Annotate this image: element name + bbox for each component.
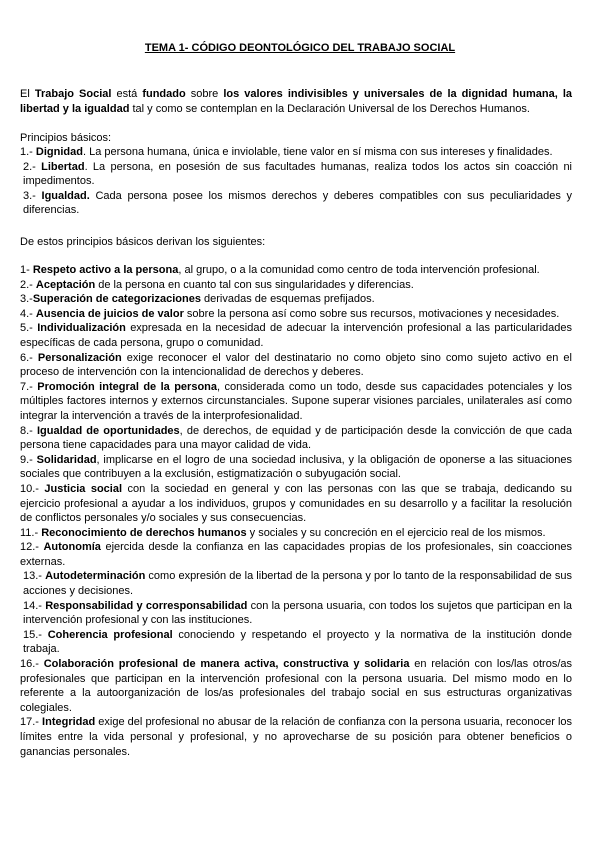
principles-heading: Principios básicos: (20, 132, 112, 144)
derived-text: exige del profesional no abusar de la relación de confianza con la persona usuaria, reconocer los límites entre la vida personal y profesional, y no aprovecharse de su posición para obtener beneficios o ganancias personales. (20, 716, 573, 758)
derived-item (20, 569, 572, 598)
derived-term: Ausencia de juicios de valor (35, 307, 184, 320)
principle-number: 3.- (23, 189, 42, 202)
derived-text: como expresión de la libertad de la persona y por lo tanto de la responsabilidad de sus acciones y decisiones. (23, 570, 572, 598)
derived-number: 7.- (20, 380, 38, 393)
intro-text: tal y como se contemplan en la Declaración Universal de los Derechos Humanos. (129, 102, 530, 115)
derived-text: , de derechos, de equidad y de participación desde la convicción de que cada persona tiene capacidades para una mayor calidad de vida. (20, 424, 572, 452)
intro-bold: los valores indivisibles y universales de la dignidad humana, la libertad y la igualdad (20, 88, 572, 115)
derived-item (20, 453, 572, 482)
derived-term: Promoción integral de la persona (37, 380, 217, 393)
derived-item (20, 307, 572, 322)
intro-bold: fundado (142, 88, 186, 100)
principle-text: Cada persona posee los mismos derechos y deberes compatibles con sus peculiaridades y diferencias. (23, 189, 572, 217)
derived-item (20, 482, 572, 526)
principle-term: Igualdad. (41, 189, 90, 202)
derived-item (20, 424, 572, 453)
derived-number: 12.- (20, 541, 44, 554)
intro-paragraph (20, 87, 572, 116)
derived-item (20, 292, 572, 307)
derived-number: 4.- (20, 307, 36, 320)
derived-term: Igualdad de oportunidades (36, 424, 180, 437)
derived-number: 3.- (20, 293, 33, 306)
principles-list (20, 145, 572, 218)
principle-item (20, 160, 572, 189)
derived-term: Aceptación (35, 278, 96, 291)
derived-item (20, 380, 572, 424)
derived-term: Autodeterminación (45, 570, 146, 583)
principle-term: Libertad (41, 160, 85, 173)
derived-number: 8.- (20, 424, 37, 437)
derived-list (20, 263, 572, 759)
derived-text: , al grupo, o a la comunidad como centro de toda intervención profesional. (178, 264, 540, 276)
derived-term: Responsabilidad y corresponsabilidad (45, 599, 248, 612)
principle-term: Dignidad (35, 146, 83, 158)
derived-item (20, 263, 572, 278)
derived-text: sobre la persona así como sobre sus recursos, motivaciones y necesidades. (183, 307, 560, 320)
principle-text: . La persona, en posesión de sus facultades humanas, realiza todos los actos sin coacción ni impedimentos. (23, 160, 573, 188)
derived-term: Respeto activo a la persona (32, 264, 179, 276)
derived-text: derivadas de esquemas prefijados. (200, 293, 375, 306)
intro-text: está (111, 88, 143, 100)
derived-text: de la persona en cuanto tal con sus singularidades y diferencias. (95, 278, 414, 291)
derived-number: 2.- (20, 278, 36, 291)
page-title (0, 41, 600, 56)
derived-term: Individualización (37, 322, 126, 335)
derived-item (20, 657, 572, 715)
intro-text: sobre (185, 88, 224, 100)
derived-item (20, 628, 572, 657)
derived-text: exige reconocer el valor del destinatario no como objeto sino como sujeto activo en el proceso de intervención con la intencionalidad de derechos y deberes. (20, 351, 572, 379)
derived-item (20, 526, 572, 541)
derived-number: 1- (20, 264, 33, 276)
derived-number: 13.- (23, 570, 46, 583)
derived-item (20, 540, 572, 569)
page-title-text: TEMA 1- CÓDIGO DEONTOLÓGICO DEL TRABAJO SOCIAL (144, 42, 456, 54)
derived-text: conociendo y respetando el proyecto y la normativa de la institución donde trabaja. (23, 628, 572, 656)
derived-item (20, 715, 572, 759)
derived-term: Autonomía (43, 541, 101, 554)
principle-number: 1.- (20, 146, 36, 158)
principle-item (20, 145, 572, 160)
derived-term: Personalización (37, 351, 122, 364)
derived-text: con la persona usuaria, con todos los sujetos que participan en la intervención profesional y con las instituciones. (23, 599, 573, 627)
derived-text: y sociales y su concreción en el ejercicio real de los mismos. (246, 526, 546, 539)
derived-number: 6.- (20, 351, 38, 364)
derived-number: 17.- (20, 716, 43, 729)
derived-number: 16.- (20, 658, 44, 671)
derived-number: 11.- (20, 526, 42, 539)
derived-term: Reconocimiento de derechos humanos (41, 526, 247, 539)
derived-number: 15.- (23, 628, 48, 641)
derived-text: en relación con los/las otros/as profesionales que participan en la intervención profesional con la persona usuaria. Del mismo modo en lo referente a la autoorganización de los/as profesionales del trabajo social en sus estructuras organizativas colegiales. (20, 658, 572, 714)
derived-number: 14.- (23, 599, 46, 612)
intro-bold: Trabajo Social (34, 88, 112, 100)
derived-term: Integridad (42, 716, 96, 729)
principle-item (20, 189, 572, 218)
derived-text: expresada en la necesidad de adecuar la intervención profesional a las particularidades específicas de cada persona, grupo o comunidad. (20, 322, 572, 349)
derived-heading: De estos principios básicos derivan los siguientes: (20, 236, 266, 248)
derived-term: Superación de categorizaciones (32, 293, 201, 306)
derived-item (20, 599, 572, 628)
derived-term: Colaboración profesional de manera activa, constructiva y solidaria (43, 658, 410, 671)
derived-number: 5.- (20, 322, 38, 335)
derived-text: , implicarse en el logro de una sociedad inclusiva, y la obligación de oponerse a las situaciones sociales que contribuyen a la exclusión, estigmatización o subyugación social. (20, 453, 572, 481)
derived-text: , considerada como un todo, desde sus capacidades potenciales y los múltiples factores internos y externos circunstanciales. Supone superar visiones parciales, unilaterales así como integrar la intervención a través de la interprofesionalidad. (20, 380, 572, 422)
derived-term: Justicia social (44, 482, 123, 495)
derived-item (20, 321, 572, 350)
derived-item (20, 278, 572, 293)
intro-text: El (20, 88, 35, 100)
derived-item (20, 351, 572, 380)
derived-number: 10.- (20, 482, 45, 495)
derived-term: Coherencia profesional (47, 628, 173, 641)
principle-number: 2.- (23, 160, 42, 173)
derived-term: Solidaridad (36, 453, 97, 466)
derived-number: 9.- (20, 453, 37, 466)
derived-text: ejercida desde la confianza en las capacidades propias de los profesionales, sin coacciones externas. (20, 541, 572, 568)
principle-text: . La persona humana, única e inviolable, tiene valor en sí misma con sus intereses y finalidades. (82, 146, 553, 158)
derived-text: con la sociedad en general y con las personas con las que se trabaja, dedicando su ejercicio profesional a ayudar a los individuos, grupos y comunidades en su desarrollo y a facilitar la resolución de conflictos personales y/o sociales y sus consecuencias. (20, 482, 572, 525)
